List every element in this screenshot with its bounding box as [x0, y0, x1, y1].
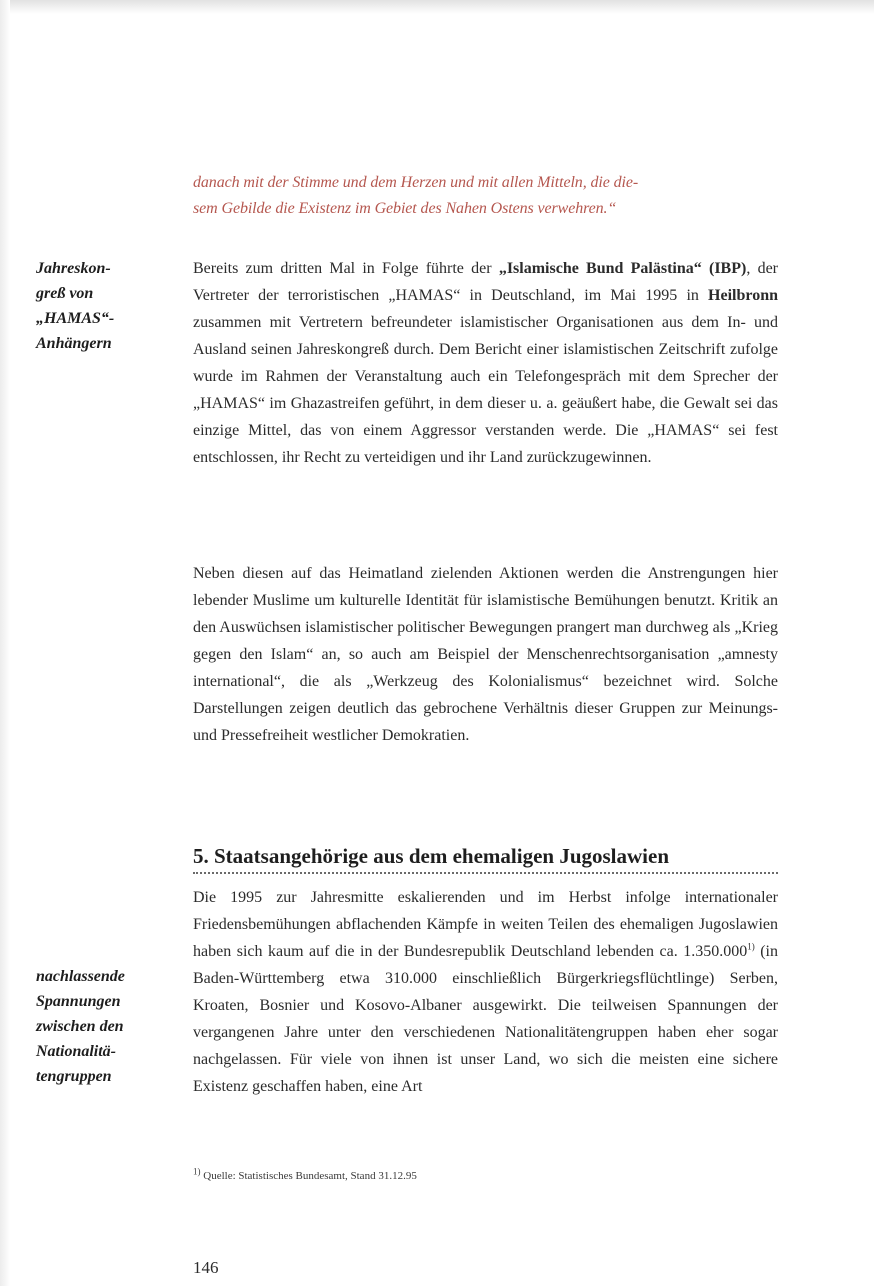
margin-note-line: Spannungen — [36, 993, 121, 1010]
paragraph-text: Bereits zum dritten Mal in Folge führte der — [193, 260, 499, 277]
margin-note-jahreskongress — [36, 256, 156, 356]
margin-note-line: Jahreskon- — [36, 260, 111, 277]
margin-note-line: „HAMAS“- — [36, 310, 115, 327]
quote-line-2: sem Gebilde die Existenz im Gebiet des Nahen Ostens verwehren.“ — [193, 200, 617, 217]
margin-note-spannungen — [36, 964, 156, 1089]
paragraph-jugoslawien — [193, 884, 778, 1100]
scan-edge-left — [0, 0, 10, 1286]
paragraph-text: , der Vertreter der terroristischen „HAMAS“ in Deutschland, im Mai 1995 in — [193, 260, 778, 304]
paragraph-ibp — [193, 255, 778, 471]
footnote-text: Quelle: Statistisches Bundesamt, Stand 31.12.95 — [200, 1170, 417, 1182]
footnote-marker: 1) — [193, 1166, 201, 1177]
margin-note-line: nachlassende — [36, 968, 125, 985]
quote-continuation — [193, 170, 778, 222]
paragraph-text: Die 1995 zur Jahresmitte eskalierenden und im Herbst infolge internationaler Friedensbemühungen abflachenden Kämpfe in weiten Teilen des ehemaligen Jugoslawien haben sich kaum auf die in der Bundesrepublik Deutschland lebenden ca. 1.350.000 — [193, 889, 778, 960]
margin-note-line: Nationalitä- — [36, 1043, 117, 1060]
margin-note-line: greß von — [36, 285, 94, 302]
footnote-reference: 1) — [747, 941, 755, 952]
page-number: 146 — [193, 1258, 219, 1277]
section-heading: 5. Staatsangehörige aus dem ehemaligen Jugoslawien — [193, 842, 778, 874]
scan-edge-top — [0, 0, 874, 14]
margin-note-line: zwischen den — [36, 1018, 124, 1035]
paragraph-identity: Neben diesen auf das Heimatland zielenden Aktionen werden die Anstrengungen hier lebender Muslime um kulturelle Identität für islamistische Bemühungen benutzt. Kritik an den Auswüchsen islamistischer politischer Bewegungen prangert man durchweg als „Krieg gegen den Islam“ an, so auch am Beispiel der Menschenrechtsorganisation „amnesty international“, die als „Werkzeug des Kolonialismus“ bezeichnet wird. Solche Darstellungen zeigen deutlich das gebrochene Verhältnis dieser Gruppen zur Meinungs- und Pressefreiheit westlicher Demokratien. — [193, 565, 778, 744]
margin-note-line: tengruppen — [36, 1068, 112, 1085]
paragraph-text: zusammen mit Vertretern befreundeter islamistischer Organisationen aus dem In- und Ausland seinen Jahreskongreß durch. Dem Bericht einer islamistischen Zeitschrift zufolge wurde im Rahmen der Veranstaltung auch ein Telefongespräch mit dem Sprecher der „HAMAS“ im Ghazastreifen geführt, in dem dieser u. a. geäußert habe, die Gewalt sei das einzige Mittel, das von einem Aggressor verstanden werde. Die „HAMAS“ sei fest entschlossen, ihr Recht zu verteidigen und ihr Land zurückzugewinnen. — [193, 314, 778, 466]
margin-note-line: Anhängern — [36, 335, 112, 352]
footnote — [193, 1168, 778, 1184]
city-name: Heilbronn — [708, 287, 778, 304]
quote-line-1: danach mit der Stimme und dem Herzen und mit allen Mitteln, die die- — [193, 174, 639, 191]
organization-name: „Islamische Bund Palästina“ (IBP) — [498, 260, 747, 277]
paragraph-text: (in Baden-Württemberg etwa 310.000 einschließlich Bürgerkriegsflüchtlinge) Serben, Kroaten, Bosnier und Kosovo-Albaner ausgewirkt. Die teilweisen Spannungen der vergangenen Jahre unter den verschiedenen Nationalitätengruppen haben eher sogar nachgelassen. Für viele von ihnen ist unser Land, wo sich die meisten eine sichere Existenz geschaffen haben, eine Art — [193, 943, 778, 1095]
